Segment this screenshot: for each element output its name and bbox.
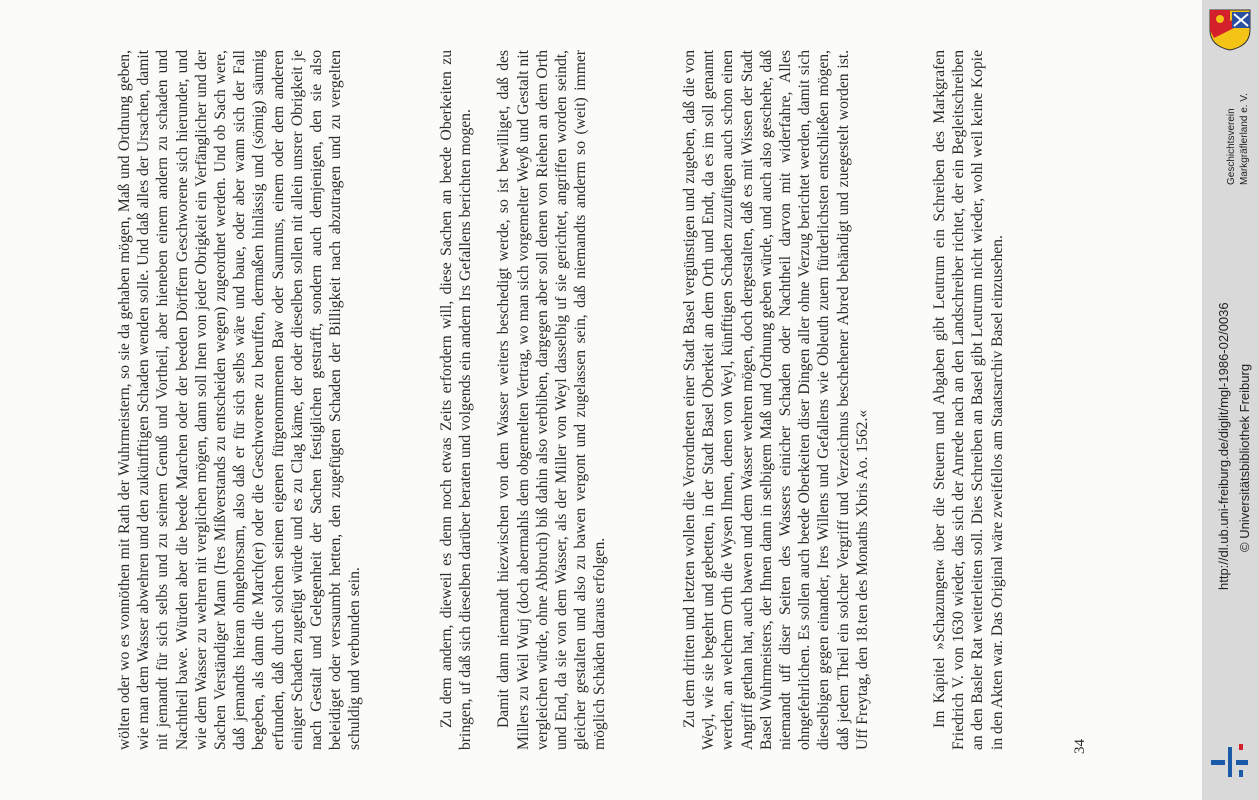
- page-number: 34: [1072, 739, 1088, 754]
- society-name-line-1: Geschichtsverein: [1226, 108, 1237, 185]
- paragraph-1: wölten oder wo es vonnöthen mit Rath der Wuhrmeistern, so sie da gehaben mögen, Maß und Ordnung geben, wie man dem Wasser abwehren und den zukünfftigen Schaden wenden solle. Und daß alles der Ursachen, damit nit jemandt für sich selbs und zu seinem Genuß und Vortheil, aber hieneben einem andern zu schaden und Nachtheil bawe. Würden aber die beede Marchen oder der beeden Dörffern Geschworene sich hierunder, und wie dem Wasser zu wehren nit verglichen mögen, dann soll Inen von jeder Obrigkeit ein Verfänglicher und der Sachen Verständiger Mann (Ires Mißverstands zu entscheiden wegen) zugeordnet werden. Und ob Sach were, daß jemandts hieran ohngehorsam, also daß er für sich selbs wäre und baue, oder aber wann sich der Fall begeben, als dann die March(er) oder die Geschworene zu beruffen, dermaßen hinlässig und (sömig) säumig erfunden, daß durch solchen seinen eigenen fürgenommenen Baw oder Saumnus, einem oder dem anderen einiger Schaden zugefügt würde und es zu Clag käme, der oder dieselben sollen nit allein unsrer Obrigkeit je nach Gestalt und Gelegenheit der Sachen festiglichen gestrafft, sondern auch demjenigen, den sie also beleidiget oder versaumbt hetten, den zugefügten Schaden der Billigkeit nach abzutragen und zu vergelten schuldig und verbunden sein.: [116, 50, 364, 750]
- text-block-3: [680, 50, 872, 750]
- coat-of-arms-icon: [1206, 6, 1254, 52]
- sidebar-rotated-text: [1202, 0, 1259, 800]
- paragraph-4: Zu dem dritten und letzten wollen die Verordneten einer Stadt Basel vergünstigen und zugeben, daß die von Weyl, wie sie begehrt und gebetten, in der Stadt Basel Oberkeit an dem Orth und Endt, da es im soll genannt werden, an welchem Orth die Wysen Ihnen, denen von Weyl, künfftigen Schaden zuzufügen auch schon einen Angriff gethan hat, auch bawen und dem Wasser wehren mögen, doch dergestalten, daß es mit Wissen der Stadt Basel Wuhrmeisters, der Ihnen dann in selbigem Maß und Ordnung geben würde, und auch also geschehe, daß niemandt uff diser Seiten des Wassers einicher Schaden oder Nachtheil darvon mit widerfahre, Alles ohngefehrlichen. Es sollen auch beede Oberkeiten diser Dingen aller ohne Verzug berichtet werden, damit sich dieselbigen gegen einander, Ires Willens und Gefallens wie Obleuth zuem fürderlichsten entschließen mögen, daß jedem Theil ein solcher Vergriff und Verzeichnus beschehener Abred behändigt und zuegestelt worden ist. Uff Freytag, den 18.ten des Monaths Xbris Ao. 1562.«: [681, 50, 871, 750]
- text-block-2: [437, 50, 610, 750]
- paragraph-2: Zu dem andern, dieweil es denn noch etwas Zeits erfordern will, diese Sachen an beede Oberkeiten zu bringen, uf daß sich dieselben darüber beraten und volgends ein andern Irs Gefallens berichten mogen.: [438, 50, 475, 750]
- permalink-url[interactable]: http://dl.ub.uni-freiburg.de/diglit/mgl-1986-02/0036: [1216, 302, 1231, 590]
- text-block-4: [930, 50, 1007, 750]
- text-block-1: [115, 50, 365, 750]
- university-library-logo-icon: [1208, 740, 1252, 780]
- sidebar: [1202, 0, 1259, 800]
- copyright-notice: © Universitätsbibliothek Freiburg: [1237, 363, 1252, 552]
- paragraph-5: Im Kapitel »Schazungen« über die Steuern und Abgaben gibt Leutrum ein Schreiben des Markgrafen Friedrich V. von 1630 wieder, das sich der Anrede nach an den Landschreiber richtet, der ein Begleitschreiben an den Basler Rat weiterleiten soll. Dies Schreiben an Basel gibt Leutrum nicht wieder, wohl weil keine Kopie in den Akten war. Das Original wäre zweifellos am Staatsarchiv Basel einzusehen.: [931, 50, 1006, 750]
- paragraph-3: Damit dann niemandt hiezwischen von dem Wasser weiters beschedigt werde, so ist bewilliget, daß des Millers zu Weil Wurj (doch abermahls dem obgemelten Vertrag, wo man sich vorgemelter Weyß und Gestalt nit vergleichen würde, ohne Abbruch) biß dahin also verbliben, dargegen aber soll denen von Riehen an dem Orth und End, da sie von dem Wasser, als der Miller von Weyl dasselbig uf sie gerichtet, angriffen worden seindt, gleicher gestalten und also zu bawen vergont und zugelassen sein, daß niemandts anderm so (weit) immer möglich Schäden daraus erfolgen.: [495, 50, 609, 750]
- society-name-line-2: Markgräflerland e. V.: [1239, 93, 1250, 185]
